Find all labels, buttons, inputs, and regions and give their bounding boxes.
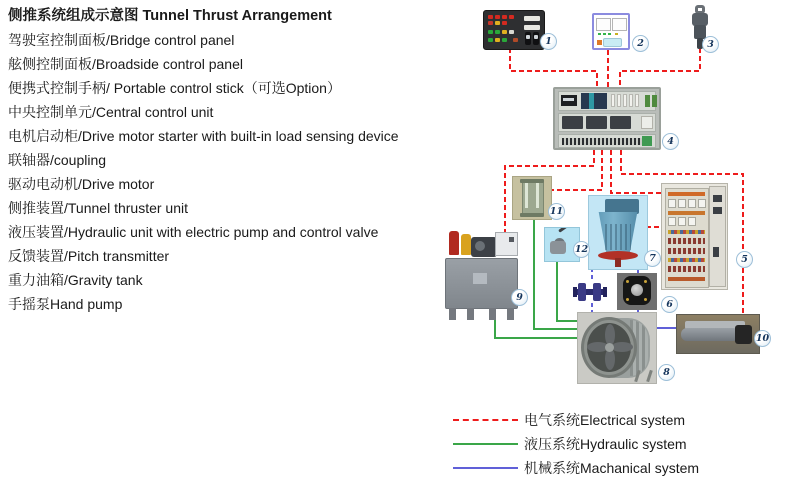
list-item-central-unit: 中央控制单元/Central control unit <box>8 104 214 120</box>
circuit-breaker <box>611 94 615 107</box>
terminal-row <box>668 266 705 272</box>
relay-module <box>586 116 607 129</box>
panel-button <box>495 30 500 34</box>
indicator-led <box>615 33 618 35</box>
tank-leg <box>449 308 456 320</box>
shaft-flange <box>578 283 586 301</box>
tank-cap <box>520 179 544 183</box>
contactor <box>678 217 686 226</box>
panel-dial <box>603 38 622 47</box>
sight-glass <box>536 182 539 208</box>
electrical-line-swatch <box>453 419 518 421</box>
plc-display <box>561 95 577 106</box>
list-item-drive-motor: 驱动电动机/Drive motor <box>8 176 155 192</box>
contactor <box>668 217 676 226</box>
page-title: 侧推系统组成示意图 Tunnel Thrust Arrangement <box>8 8 332 24</box>
panel-button <box>488 38 493 42</box>
panel-display <box>596 18 611 31</box>
pump-body <box>550 241 566 254</box>
contactor <box>688 217 696 226</box>
coupling-bolt <box>644 280 647 283</box>
badge-5: 5 <box>736 251 753 268</box>
contactor <box>698 199 706 208</box>
motor-terminal-box <box>605 199 639 214</box>
coupling-image <box>617 273 657 310</box>
panel-button <box>502 38 507 42</box>
terminal-block <box>652 95 657 107</box>
pump-handle <box>558 227 574 233</box>
coupling-bolt <box>626 280 629 283</box>
contactor-row <box>668 217 696 226</box>
transmitter-cylinder <box>681 328 739 341</box>
thruster-leg <box>646 370 653 382</box>
list-item-portable-stick: 便携式控制手柄/ Portable control stick（可选Option） <box>8 80 341 96</box>
control-lever <box>525 32 531 45</box>
badge-3: 3 <box>702 36 719 53</box>
wire-duct <box>668 192 705 196</box>
indicator-led <box>608 33 611 35</box>
circuit-breaker <box>617 94 621 107</box>
panel-button <box>509 30 514 34</box>
cabinet-door <box>709 186 726 287</box>
indicator-led <box>603 33 606 35</box>
legend-label: 机械系统Machanical system <box>524 460 700 476</box>
contactor <box>688 199 696 208</box>
cabinet-row <box>558 113 656 132</box>
bridge-control-panel-image <box>483 10 545 50</box>
badge-9: 9 <box>511 289 528 306</box>
pitch-transmitter-image <box>676 314 760 354</box>
sight-glass <box>525 182 528 208</box>
relay-module <box>562 116 583 129</box>
wire-duct <box>668 277 705 281</box>
legend-label: 液压系统Hydraulic system <box>524 436 687 452</box>
emergency-button <box>597 40 602 45</box>
door-device <box>713 207 722 214</box>
mechanical-line-swatch <box>453 467 518 469</box>
panel-display <box>524 25 540 30</box>
indicator-led <box>598 33 601 35</box>
tank-leg <box>467 308 474 320</box>
door-handle <box>713 247 719 257</box>
circuit-breaker <box>623 94 627 107</box>
panel-button <box>509 15 514 19</box>
panel-button <box>495 15 500 19</box>
control-lever <box>533 32 539 45</box>
tunnel-thruster-image <box>577 312 657 384</box>
list-item-motor-starter: 电机启动柜/Drive motor starter with built-in load sensing device <box>8 128 399 144</box>
list-item-hydraulic-unit: 液压装置/Hydraulic unit with electric pump and control valve <box>8 224 379 240</box>
motor-ribs <box>605 224 631 250</box>
panel-button <box>502 15 507 19</box>
pcb-board <box>642 136 652 146</box>
circuit-breaker <box>629 94 633 107</box>
shaft-coupling-illustration <box>573 279 607 305</box>
list-item-thruster-unit: 侧推装置/Tunnel thruster unit <box>8 200 188 216</box>
terminal-block <box>645 95 650 107</box>
plc-module <box>589 93 594 109</box>
badge-8: 8 <box>658 364 675 381</box>
wire-duct <box>668 211 705 215</box>
transmitter-cap <box>735 325 752 344</box>
cabinet-row <box>558 91 656 111</box>
name-plate <box>473 273 487 284</box>
shaft-flange <box>593 283 601 301</box>
coupling-disc <box>631 284 643 296</box>
filter-yellow <box>461 234 471 255</box>
legend-row-hydraulic <box>453 432 699 456</box>
badge-10: 10 <box>754 330 771 347</box>
panel-button <box>502 21 507 25</box>
drive-motor-image <box>588 195 648 270</box>
terminal-row <box>668 248 705 254</box>
list-item-hand-pump: 手摇泵Hand pump <box>8 296 123 312</box>
contactor <box>678 199 686 208</box>
legend-row-electrical <box>453 408 699 432</box>
cabinet-interior <box>665 188 709 288</box>
central-control-unit-image <box>553 87 661 150</box>
cabinet-row <box>558 134 656 148</box>
panel-button <box>488 21 493 25</box>
indicator-row <box>668 258 705 262</box>
relay-module <box>610 116 631 129</box>
coupling-bolt <box>626 298 629 301</box>
badge-1: 1 <box>540 33 557 50</box>
badge-2: 2 <box>632 35 649 52</box>
terminal-strip <box>562 138 642 145</box>
terminal-box <box>641 116 653 129</box>
tank-leg <box>489 308 496 320</box>
badge-11: 11 <box>548 203 565 220</box>
circuit-breaker <box>635 94 639 107</box>
panel-button <box>488 15 493 19</box>
shaft-end <box>603 287 607 297</box>
coupling-bolt <box>644 298 647 301</box>
legend-row-mechanical <box>453 456 699 480</box>
panel-display <box>612 18 627 31</box>
filter-red <box>449 231 459 255</box>
terminal-row <box>668 238 705 244</box>
panel-display <box>524 16 540 21</box>
panel-button <box>513 38 518 42</box>
badge-6: 6 <box>661 296 678 313</box>
propeller-blade <box>611 342 633 352</box>
panel-button <box>502 30 507 34</box>
indicator-row <box>668 230 705 234</box>
propeller-hub <box>605 343 614 352</box>
legend-label: 电气系统Electrical system <box>524 412 686 428</box>
panel-button <box>495 38 500 42</box>
panel-button <box>495 21 500 25</box>
shaft-end <box>573 287 577 297</box>
tank-cap <box>520 213 544 217</box>
badge-12: 12 <box>573 241 590 258</box>
hydraulic-unit-image <box>443 225 520 320</box>
panel-button <box>488 30 493 34</box>
gravity-tank-image <box>512 176 552 220</box>
legend <box>453 408 699 480</box>
motor-shaft <box>615 258 621 267</box>
contactor-row <box>668 199 706 208</box>
plc-module <box>581 93 607 109</box>
electric-box <box>495 232 518 256</box>
badge-7: 7 <box>644 250 661 267</box>
list-item-coupling: 联轴器/coupling <box>8 152 107 168</box>
list-item-broadside-panel: 舷侧控制面板/Broadside control panel <box>8 56 243 72</box>
pump-motor-assembly <box>471 237 497 257</box>
list-item-pitch-transmitter: 反馈装置/Pitch transmitter <box>8 248 170 264</box>
badge-4: 4 <box>662 133 679 150</box>
door-device <box>713 195 722 202</box>
drive-motor-starter-image <box>661 183 728 290</box>
contactor <box>668 199 676 208</box>
list-item-bridge-panel: 驾驶室控制面板/Bridge control panel <box>8 32 235 48</box>
tank-leg <box>507 308 514 320</box>
list-item-gravity-tank: 重力油箱/Gravity tank <box>8 272 143 288</box>
hydraulic-line-swatch <box>453 443 518 445</box>
broadside-control-panel-image <box>592 13 630 50</box>
